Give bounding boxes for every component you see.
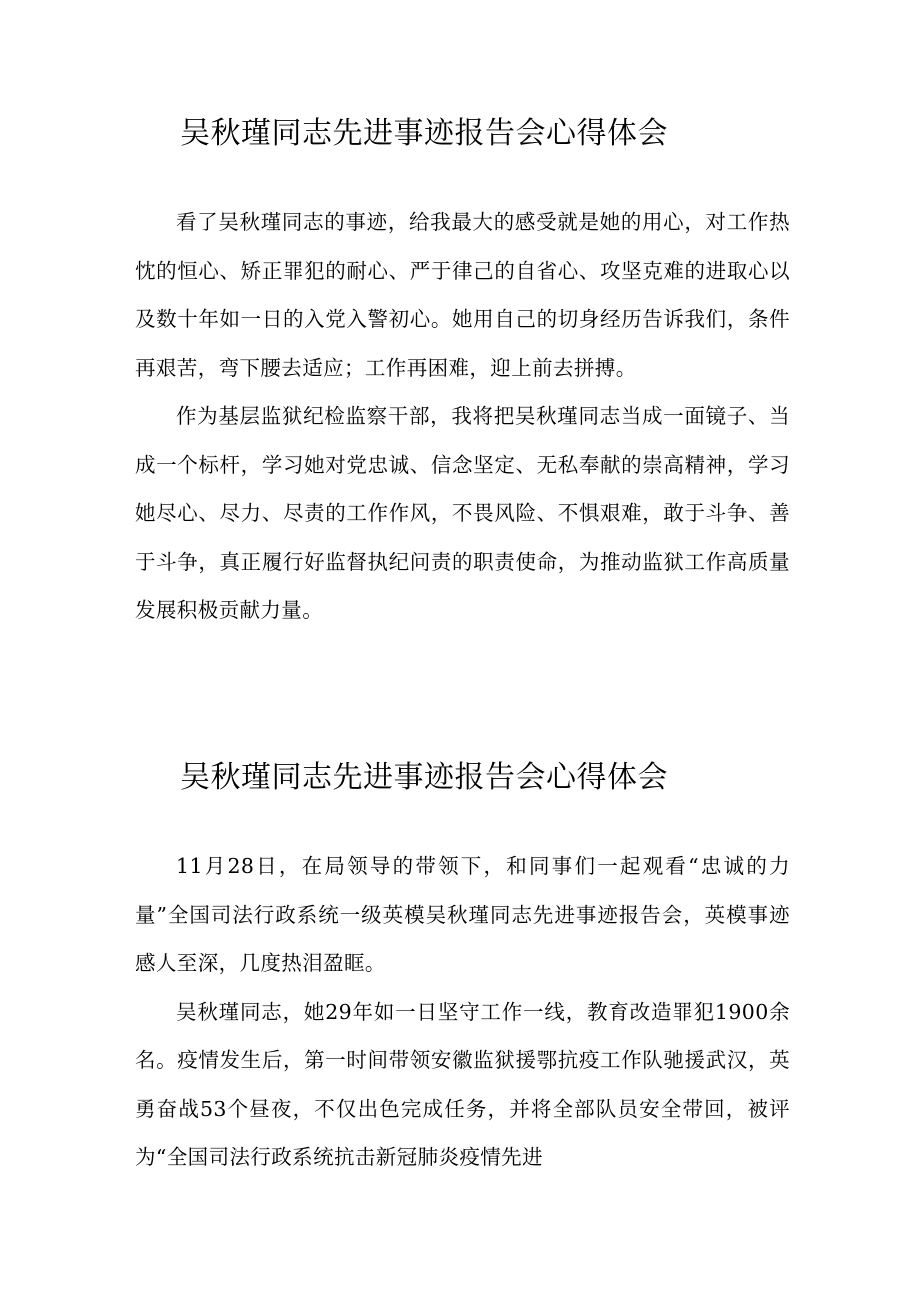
article-1 (135, 108, 790, 635)
article-1-paragraph-1: 看了吴秋瑾同志的事迹，给我最大的感受就是她的用心，对工作热忱的恒心、矫正罪犯的耐心、严于律己的自省心、攻坚克难的进取心以及数十年如一日的入党入警初心。她用自己的切身经历告诉我们，条件再艰苦，弯下腰去适应；工作再困难，迎上前去拼搏。 (135, 210, 790, 380)
article-2-paragraph-2: 吴秋瑾同志，她29年如一日坚守工作一线，教育改造罪犯1900余名。疫情发生后，第一时间带领安徽监狱援鄂抗疫工作队驰援武汉，英勇奋战53个昼夜，不仅出色完成任务，并将全部队员安全带回，被评为“全国司法行政系统抗击新冠肺炎疫情先进 (135, 999, 790, 1169)
article-1-title: 吴秋瑾同志先进事迹报告会心得体会 (180, 116, 668, 151)
article-1-body (135, 198, 790, 635)
article-1-paragraph-2: 作为基层监狱纪检监察干部，我将把吴秋瑾同志当成一面镜子、当成一个标杆，学习她对党忠诚、信念坚定、无私奉献的崇高精神，学习她尽心、尽力、尽责的工作作风，不畏风险、不惧艰难，敢于斗争、善于斗争，真正履行好监督执纪问责的职责使命，为推动监狱工作高质量发展积极贡献力量。 (135, 404, 790, 622)
article-2-body (135, 842, 790, 1182)
article-2-paragraph-1: 11月28日，在局领导的带领下，和同事们一起观看“忠诚的力量”全国司法行政系统一级英模吴秋瑾同志先进事迹报告会，英模事迹感人至深，几度热泪盈眶。 (135, 854, 790, 975)
article-2-title: 吴秋瑾同志先进事迹报告会心得体会 (180, 760, 668, 795)
article-2 (135, 752, 790, 1182)
